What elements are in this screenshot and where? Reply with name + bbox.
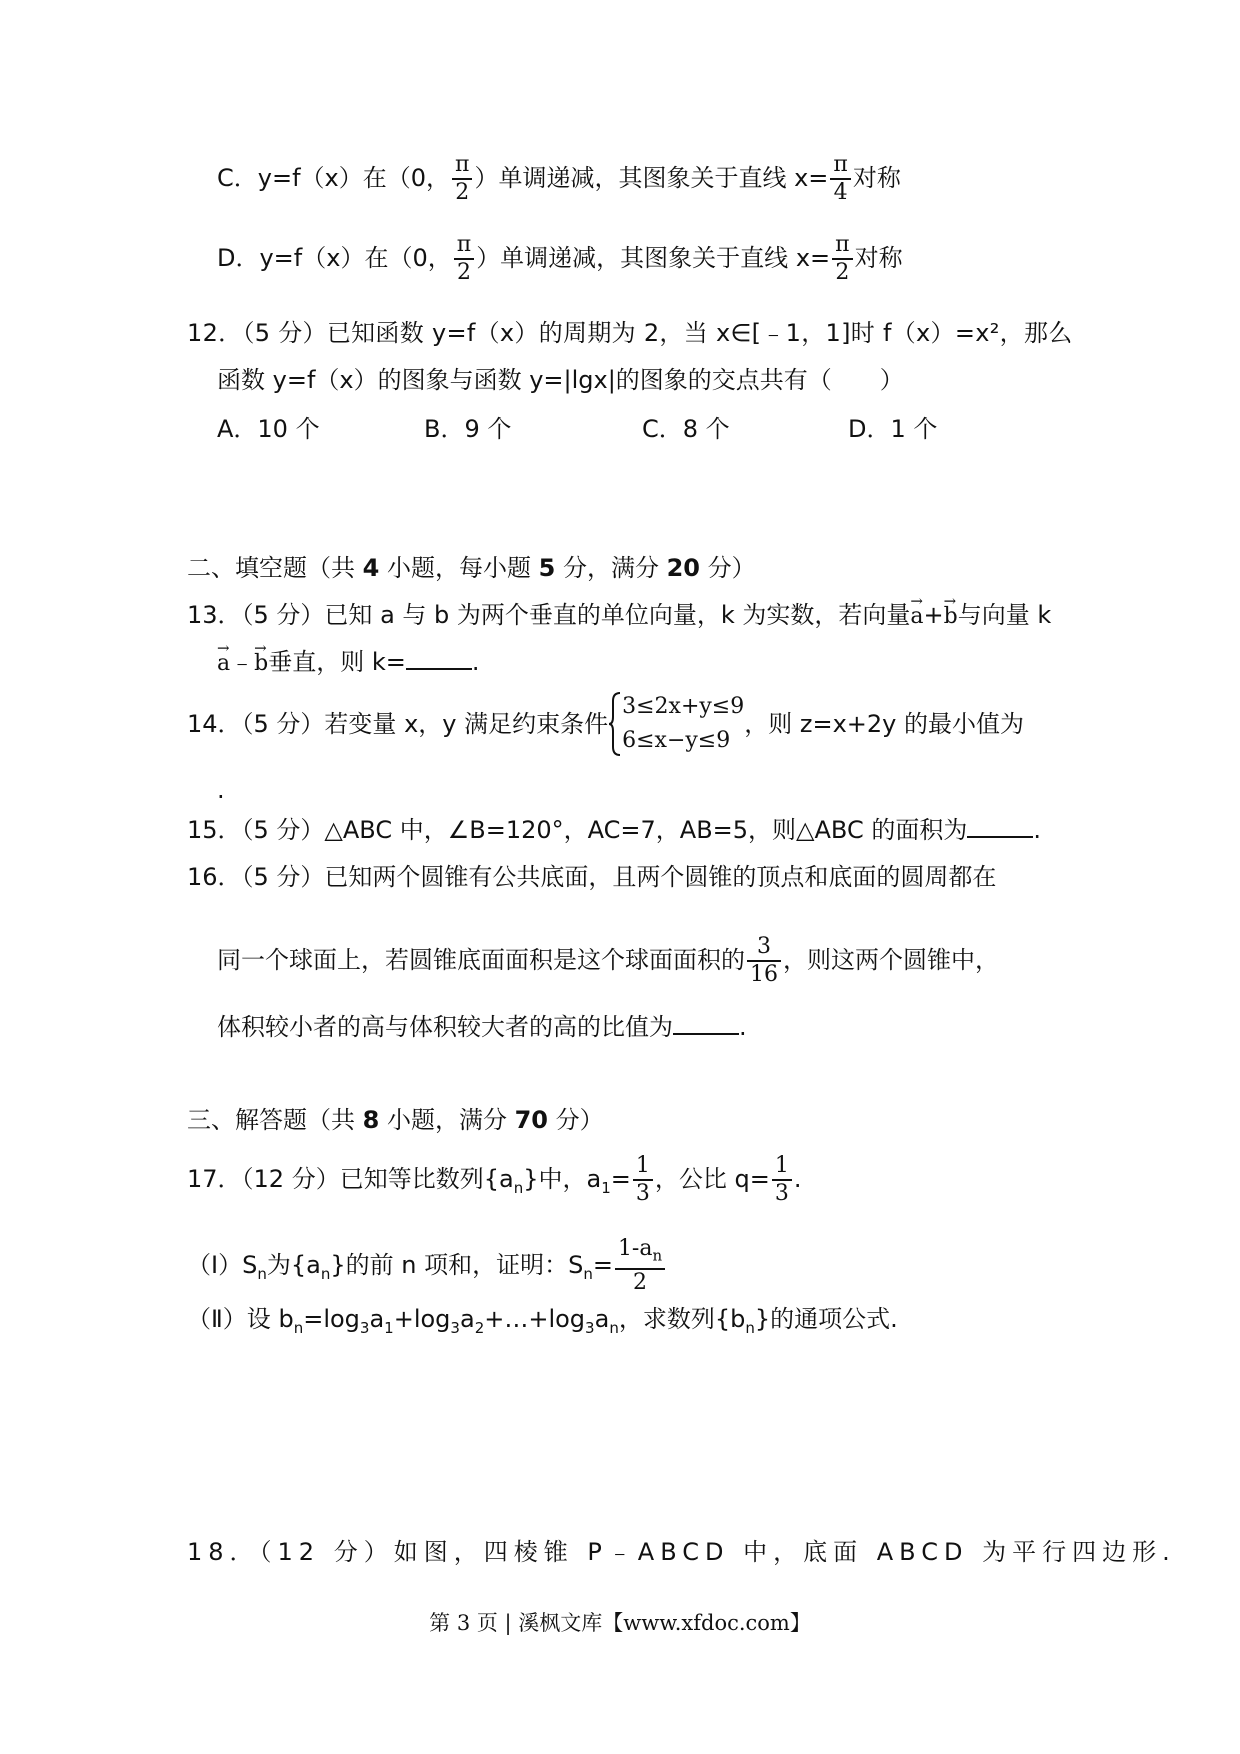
text: +log — [393, 1305, 451, 1333]
denominator: 3 — [635, 1181, 650, 1206]
text: 与向量 k — [957, 601, 1052, 629]
subscript: 1 — [601, 1178, 611, 1197]
denominator: 2 — [835, 260, 850, 285]
constraint-2: 6≤x−y≤9 — [622, 728, 731, 753]
text: 20 — [666, 554, 700, 582]
fraction — [747, 934, 781, 988]
text: 5 — [538, 554, 556, 582]
subscript: n — [257, 1265, 267, 1283]
fraction — [832, 232, 852, 286]
fraction — [772, 1153, 792, 1207]
text: +…+log — [484, 1305, 586, 1333]
text: ﹣ — [230, 648, 255, 676]
subscript: 2 — [474, 1318, 485, 1337]
q15 — [187, 813, 1041, 847]
fraction — [830, 152, 850, 206]
subscript: n — [609, 1318, 619, 1337]
subscript: 3 — [359, 1318, 370, 1337]
text: = — [610, 1165, 631, 1193]
q11-option-d — [217, 232, 903, 286]
constraint-1: 3≤2x+y≤9 — [622, 694, 745, 719]
left-brace-icon — [608, 691, 622, 757]
subscript: n — [652, 1246, 663, 1265]
text: 8 — [362, 1106, 380, 1134]
answer-blank — [406, 646, 472, 670]
q14-line1 — [187, 690, 1024, 758]
vector-b: → b — [254, 647, 268, 681]
text: 对称 — [852, 164, 901, 192]
fraction — [454, 232, 474, 286]
text: 13．（5 分）已知 a 与 b 为两个垂直的单位向量，k 为实数，若向量 — [187, 601, 911, 629]
fraction — [633, 1153, 653, 1207]
subscript: n — [745, 1318, 755, 1337]
text: 4 — [362, 554, 380, 582]
q17-stem — [187, 1153, 801, 1207]
numerator: 3 — [747, 934, 781, 962]
denominator: 3 — [774, 1181, 789, 1206]
q16-line1: 16．（5 分）已知两个圆锥有公共底面，且两个圆锥的顶点和底面的圆周都在 — [187, 863, 997, 891]
q13-line1 — [187, 598, 1051, 634]
q17-part1 — [187, 1236, 667, 1296]
numerator: π — [454, 232, 474, 260]
subscript: n — [320, 1265, 331, 1283]
text: 二、填空题（共 — [187, 554, 363, 582]
answer-blank — [673, 1011, 739, 1035]
text: 为{a — [266, 1251, 321, 1280]
text: . — [739, 1013, 747, 1041]
text: 17．（12 分）已知等比数列{a — [187, 1165, 514, 1193]
text: D．y=f（x）在（0， — [217, 244, 452, 272]
subscript: 3 — [585, 1318, 595, 1337]
answer-blank — [967, 814, 1033, 838]
text: }的通项公式. — [754, 1305, 898, 1333]
q12-option-d: D．1 个 — [848, 415, 938, 443]
numerator: 1 — [772, 1153, 792, 1181]
numerator: 1 — [633, 1153, 653, 1181]
denominator: 2 — [633, 1270, 648, 1296]
text: . — [1033, 816, 1041, 844]
numerator: π — [832, 232, 852, 260]
text: + — [923, 601, 944, 629]
text: ）单调递减，其图象关于直线 x= — [474, 164, 829, 192]
vector-a: → a — [217, 647, 230, 681]
text: = — [592, 1251, 613, 1280]
text: 小题，每小题 — [379, 554, 539, 582]
text: a — [459, 1305, 475, 1333]
text: 1-a — [617, 1236, 653, 1261]
text: . — [793, 1165, 802, 1193]
text: ）单调递减，其图象关于直线 x= — [476, 244, 831, 272]
text: 分，满分 — [555, 554, 667, 582]
text: （Ⅰ）S — [187, 1251, 258, 1280]
subscript: 3 — [450, 1318, 460, 1337]
section-3-heading — [187, 1103, 604, 1137]
text: ，则 z=x+2y 的最小值为 — [744, 710, 1024, 738]
text: 同一个球面上，若圆锥底面面积是这个球面面积的 — [217, 946, 745, 974]
denominator: 2 — [456, 260, 471, 285]
vector-b: → b — [944, 600, 958, 634]
q11-option-c — [217, 152, 901, 206]
text: a — [594, 1305, 610, 1333]
text: 体积较小者的高与体积较大者的高的比值为 — [217, 1013, 673, 1041]
numerator — [615, 1236, 665, 1270]
fraction — [452, 152, 472, 206]
text: ，则这两个圆锥中， — [783, 946, 999, 974]
section-2-heading — [187, 551, 756, 585]
text: 分） — [699, 554, 756, 582]
q12-option-b: B．9 个 — [424, 415, 512, 443]
denominator: 16 — [750, 962, 778, 987]
text: 分） — [548, 1106, 604, 1134]
text: 小题，满分 — [379, 1106, 515, 1134]
text: 15．（5 分）△ABC 中，∠B=120°，AC=7，AB=5，则△ABC 的面积为 — [187, 816, 968, 844]
text: 三、解答题（共 — [187, 1106, 363, 1134]
q18: 18．（12 分）如图，四棱锥 P﹣ABCD 中，底面 ABCD 为平行四边形. — [187, 1538, 1176, 1566]
q12-option-a: A．10 个 — [217, 415, 320, 443]
numerator: π — [830, 152, 850, 180]
q14-end-dot: . — [217, 776, 225, 804]
q17-part2 — [187, 1302, 898, 1345]
text: a — [369, 1305, 385, 1333]
text: }的前 n 项和，证明：S — [330, 1251, 584, 1280]
numerator: π — [452, 152, 472, 180]
text: 70 — [514, 1106, 549, 1134]
q16-line2 — [217, 934, 999, 988]
subscript: n — [293, 1318, 304, 1337]
q12-line2: 函数 y=f（x）的图象与函数 y=|lgx|的图象的交点共有（ ） — [217, 366, 904, 394]
q13-line2 — [217, 645, 480, 681]
q12-line1: 12．（5 分）已知函数 y=f（x）的周期为 2，当 x∈[﹣1，1]时 f（x）=x²，那么 — [187, 319, 1073, 347]
q16-line3 — [217, 1010, 747, 1044]
text: 14．（5 分）若变量 x，y 满足约束条件 — [187, 710, 609, 738]
text: （Ⅱ）设 b — [187, 1305, 294, 1333]
q12-option-c: C．8 个 — [642, 415, 730, 443]
page-footer: 第 3 页 | 溪枫文库【www.xfdoc.com】 — [429, 1611, 811, 1635]
fraction — [615, 1236, 665, 1296]
text: C．y=f（x）在（0， — [217, 164, 450, 192]
constraint-system — [622, 690, 744, 758]
text: =log — [303, 1305, 360, 1333]
text: }中，a — [523, 1165, 602, 1193]
text: ，求数列{b — [618, 1305, 746, 1333]
text: 对称 — [854, 244, 903, 272]
vector-a: → a — [910, 600, 923, 634]
denominator: 4 — [833, 180, 848, 205]
text: ，公比 q= — [654, 1165, 770, 1193]
subscript: 1 — [384, 1318, 394, 1337]
subscript: n — [583, 1265, 593, 1283]
denominator: 2 — [455, 180, 470, 205]
text: 垂直，则 k= — [268, 648, 406, 676]
subscript: n — [513, 1178, 524, 1197]
text: . — [471, 648, 480, 676]
